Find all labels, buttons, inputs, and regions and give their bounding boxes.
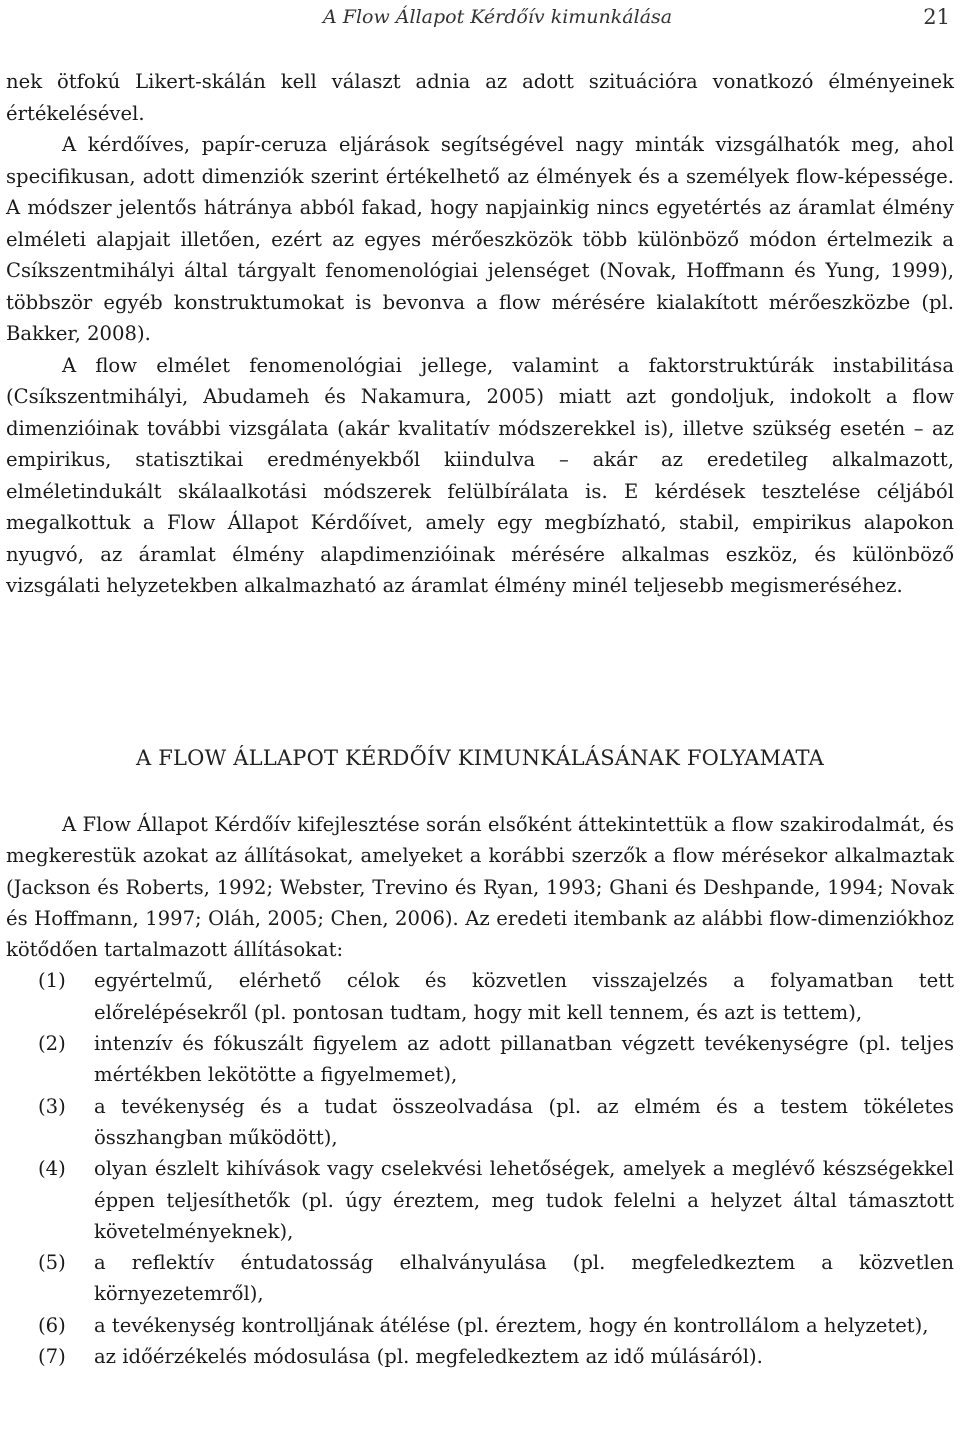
paragraph: A kérdőíves, papír-ceruza eljárások segítségével nagy minták vizsgálhatók meg, ahol specifikusan, adott dimenziók szerint értékelhető az élmények és a személyek flow-képessége. A módszer jelentős hátránya abból fakad, hogy napjainkig nincs egyetértés az áramlat élmény elméleti alapjait illetően, ezért az egyes mérőeszközök több különböző módon értelmezik a Csíkszentmihályi által tárgyalt fenomenológiai jelenséget (Novak, Hoffmann és Yung, 1999), többször egyéb konstruktumokat is bevonva a flow mérésére kialakított mérőeszközbe (pl. Bakker, 2008). [6, 133, 954, 345]
list-item-number: (3) [38, 1094, 66, 1118]
running-title: A Flow Állapot Kérdőív kimunkálása [323, 6, 673, 28]
intro-body [6, 66, 954, 602]
list-item-text: olyan észlelt kihívások vagy cselekvési lehetőségek, amelyek a meglévő készségekkel éppen teljesíthetők (pl. úgy éreztem, meg tudok felelni a helyzet által támasztott követelményeknek), [94, 1157, 954, 1243]
list-item-text: a tevékenység kontrolljának átélése (pl. éreztem, hogy én kontrollálom a helyzetet), [94, 1313, 929, 1337]
list-item [6, 1341, 954, 1372]
list-item-number: (7) [38, 1345, 66, 1369]
list-item [6, 965, 954, 1028]
paragraph: A flow elmélet fenomenológiai jellege, valamint a faktorstruktúrák instabilitása (Csíkszentmihályi, Abudameh és Nakamura, 2005) miatt azt gondoljuk, indokolt a flow dimenzióinak további vizsgálata (akár kvalitatív módszerekkel is), illetve szükség esetén – az empirikus, statisztikai eredményekből kiindulva – akár az eredetileg alkalmazott, elméletindukált skálaalkotási módszerek felülbírálata is. E kérdések tesztelése céljából megalkottuk a Flow Állapot Kérdőívet, amely egy megbízható, stabil, empirikus alapokon nyugvó, az áramlat élmény alapdimenzióinak mérésére alkalmas eszköz, és különböző vizsgálati helyzetekben alkalmazható az áramlat élmény minél teljesebb megismeréséhez. [6, 353, 954, 597]
section-body [6, 809, 954, 1372]
list-item-text: intenzív és fókuszált figyelem az adott pillanatban végzett tevékenységre (pl. teljes mértékben lekötötte a figyelmemet), [94, 1032, 954, 1087]
page-number: 21 [923, 5, 950, 29]
list-item-text: az időérzékelés módosulása (pl. megfeledkeztem az idő múlásáról). [94, 1345, 763, 1369]
list-item-text: egyértelmű, elérhető célok és közvetlen visszajelzés a folyamatban tett előrelépésekről (pl. pontosan tudtam, hogy mit kell tennem, és azt is tettem), [94, 969, 954, 1024]
list-item-number: (4) [38, 1157, 66, 1181]
list-item-number: (5) [38, 1251, 66, 1275]
list-item-number: (6) [38, 1313, 66, 1337]
list-item [6, 1153, 954, 1247]
list-item [6, 1247, 954, 1310]
paragraph: A Flow Állapot Kérdőív kifejlesztése során elsőként áttekintettük a flow szakirodalmát, és megkerestük azokat az állításokat, amelyeket a korábbi szerzők a flow mérésekor alkalmaztak (Jackson és Roberts, 1992; Webster, Trevino és Ryan, 1993; Ghani és Deshpande, 1994; Novak és Hoffmann, 1997; Oláh, 2005; Chen, 2006). Az eredeti itembank az alábbi flow-dimenziókhoz kötődően tartalmazott állításokat: [6, 813, 954, 962]
list-item-number: (1) [38, 969, 66, 993]
list-item-number: (2) [38, 1032, 66, 1056]
section-heading: A FLOW ÁLLAPOT KÉRDŐÍV KIMUNKÁLÁSÁNAK FOLYAMATA [136, 746, 824, 770]
list-item-text: a reflektív éntudatosság elhalványulása (pl. megfeledkeztem a közvetlen környezetemről), [94, 1251, 954, 1306]
list-item-text: a tevékenység és a tudat összeolvadása (pl. az elmém és a testem tökéletes összhangban működött), [94, 1094, 954, 1149]
list-item [6, 1091, 954, 1154]
running-header [6, 2, 956, 32]
list-item [6, 1028, 954, 1091]
list-item [6, 1310, 954, 1341]
paragraph-continuation: nek ötfokú Likert-skálán kell választ adnia az adott szituációra vonatkozó élményeinek értékelésével. [6, 70, 954, 125]
dimension-list [6, 965, 954, 1372]
